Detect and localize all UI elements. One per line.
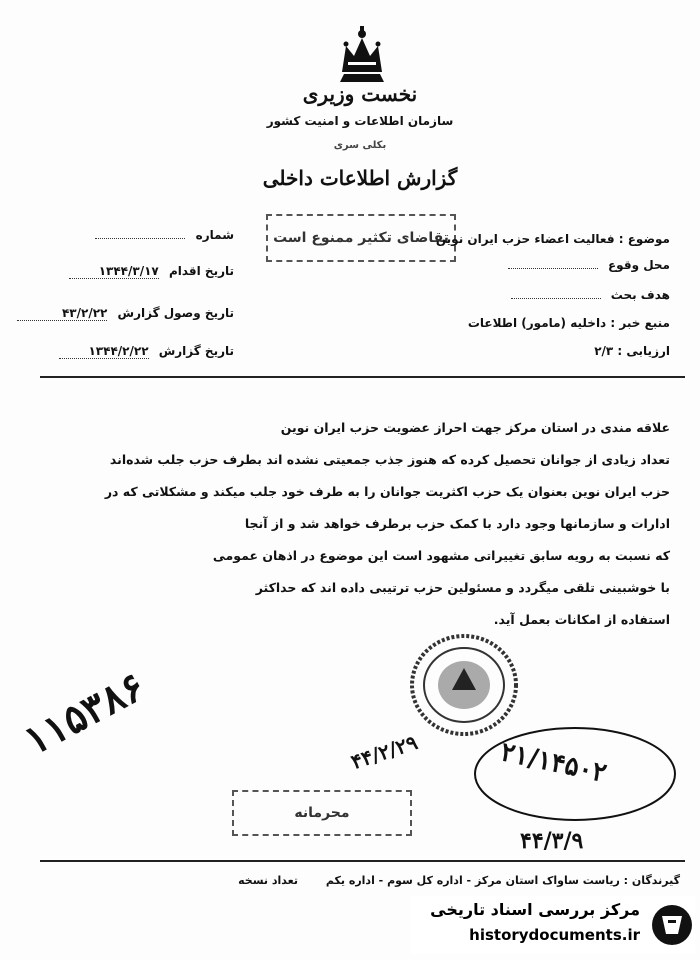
recipients-line — [40, 874, 680, 887]
issue-date-field — [44, 306, 234, 321]
watermark-title: مرکز بررسی اسناد تاریخی — [430, 900, 640, 919]
copy-count-label: تعداد نسخه — [238, 874, 298, 887]
action-date-field — [44, 264, 234, 279]
classification-label: بکلی سری — [333, 140, 387, 151]
footer-divider — [40, 860, 685, 862]
subject-value: فعالیت اعضاء حزب ایران نوین — [435, 232, 615, 246]
source-value: داخلیه (مامور) اطلاعات — [467, 316, 607, 330]
party-value — [511, 298, 601, 299]
place-label: محل وقوع — [607, 258, 670, 272]
header-divider — [40, 376, 685, 378]
number-value — [95, 238, 185, 239]
report-title: گزارش اطلاعات داخلی — [262, 166, 458, 190]
evaluation-label: ارزیابی — [626, 344, 670, 358]
number-field — [44, 228, 234, 242]
handwritten-date: ۴۴/۲/۲۹ — [347, 730, 421, 774]
party-label: هدف بحث — [610, 288, 670, 302]
distribution-stamp: تقاضای تکثیر ممنوع است — [266, 214, 456, 262]
report-date-label: تاریخ گزارش — [158, 344, 234, 358]
body-line: ادارات و سازمانها وجود دارد با کمک حزب برطرف خواهد شد و از آنجا — [244, 516, 670, 531]
body-line: علاقه مندی در استان مرکز جهت احراز عضویت حزب ایران نوین — [280, 420, 670, 435]
letterhead-office: نخست وزیری — [302, 82, 418, 106]
place-value — [508, 268, 598, 269]
body-line: حزب ایران نوین بعنوان یک حزب اکثریت جوانان را به طرف خود جلب میکند و مشکلاتی که در — [104, 484, 670, 499]
body-line: با خوشبینی تلقی میگردد و مسئولین حزب ترتیبی داده اند که حداکثر — [255, 580, 670, 595]
body-line: که نسبت به رویه سابق تغییراتی مشهود است این موضوع در اذهان عمومی — [212, 548, 670, 563]
number-label: شماره — [195, 228, 234, 242]
report-date-field — [44, 344, 234, 359]
place-field — [470, 258, 670, 272]
body-line: استفاده از امکانات بعمل آید. — [493, 612, 670, 627]
report-body — [40, 412, 670, 636]
confidential-stamp: محرمانه — [232, 790, 412, 836]
handwritten-date-bottom: ۴۴/۳/۹ — [520, 828, 584, 854]
evaluation-field: ارزیابی : ۲/۳ — [594, 344, 670, 358]
letterhead-organization: سازمان اطلاعات و امنیت کشور — [266, 114, 454, 128]
handwritten-reference: ۲۱/۱۴۵۰۲ — [498, 737, 610, 789]
evaluation-value: ۲/۳ — [594, 344, 614, 358]
source-field: منبع خبر : داخلیه (مامور) اطلاعات — [467, 316, 670, 330]
watermark-url[interactable]: historydocuments.ir — [469, 926, 640, 944]
report-date-value: ۱۳۴۴/۲/۲۲ — [59, 344, 149, 359]
party-field — [470, 288, 670, 302]
issue-date-label: تاریخ وصول گزارش — [117, 306, 234, 320]
handwritten-number: ۱۱۵۳۸۶ — [16, 662, 153, 765]
source-label: منبع خبر — [619, 316, 670, 330]
recipients-text: گیرندگان : ریاست ساواک استان مرکز - اداره کل سوم - اداره یکم — [325, 874, 680, 887]
issue-date-value: ۴۳/۲/۲۲ — [17, 306, 107, 321]
body-line: تعداد زیادی از جوانان تحصیل کرده که هنوز جذب جمعیتی نشده اند بطرف حزب جلب شده‌اند — [109, 452, 670, 467]
subject-label: موضوع — [627, 232, 670, 246]
action-date-value: ۱۳۴۴/۳/۱۷ — [69, 264, 159, 279]
subject-field: موضوع : فعالیت اعضاء حزب ایران نوین — [435, 232, 670, 246]
action-date-label: تاریخ اقدام — [168, 264, 234, 278]
